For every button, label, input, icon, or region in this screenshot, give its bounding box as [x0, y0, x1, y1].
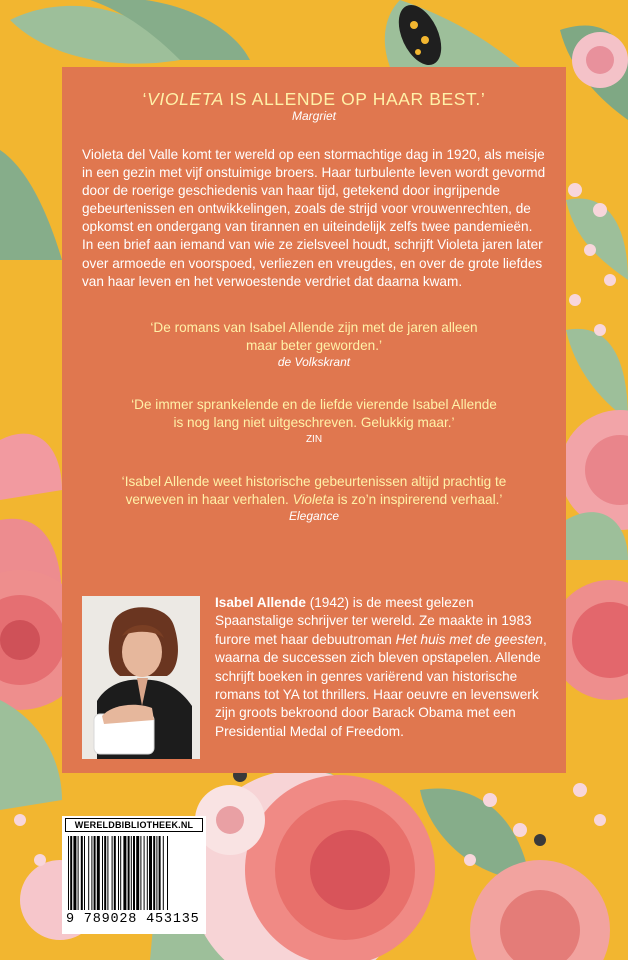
quote-3-text-a: verweven in haar verhalen. [125, 491, 293, 507]
quote-1-line-1: ‘De romans van Isabel Allende zijn met de jaren alleen [150, 319, 478, 335]
headline-title: VIOLETA [147, 89, 224, 109]
quote-3-line-2 [82, 491, 546, 509]
author-bio-part-2: , waarna de successen zich bleven opstapelen. Allende schrijft boeken in genres variërend van historische romans tot YA tot thrillers. Haar oeuvre en levenswerk zijn groots bekroond door Barack Obama met een Presidential Medal of Freedom. [215, 631, 547, 739]
barcode-bars [68, 836, 202, 910]
headline-source: Margriet [291, 109, 336, 123]
barcode-box [62, 816, 206, 934]
quote-3-title: Violeta [292, 491, 334, 507]
quote-3-text-c: is zo’n inspirerend verhaal.’ [333, 491, 503, 507]
isbn-number: 9 789028 453135 [66, 912, 200, 927]
headline-rest: IS ALLENDE OP HAAR BEST.’ [223, 89, 486, 109]
quote-3-source: Elegance [288, 508, 340, 523]
author-photo [82, 596, 200, 759]
author-bio [215, 594, 550, 741]
quote-2-line-1: ‘De immer sprankelende en de liefde vierende Isabel Allende [131, 396, 497, 412]
book-summary: Violeta del Valle komt ter wereld op een stormachtige dag in 1920, als meisje in een gezin met vijf onstuimige broers. Haar turbulente leven wordt gevormd door de roerige geschiedenis van haar tijd, getekend door ingrijpende gebeurtenissen en ontwikkelingen, zoals de strijd voor vrouwenrechten, de opkomst en ondergang van tirannen en uiteindelijk zelfs twee pandemieën. In een brief aan iemand van wie ze zielsveel houdt, schrijft Violeta jaren later over armoede en voorspoed, verliezen en vreugdes, en over de grote liefdes van haar leven en het verwoestende verdriet dat daarna kwam. [82, 147, 546, 289]
quote-1-source: de Volkskrant [277, 354, 351, 369]
author-name: Isabel Allende [215, 595, 306, 610]
open-quote: ‘ [142, 89, 148, 109]
quote-3-line-1: ‘Isabel Allende weet historische gebeurtenissen altijd prachtig te [121, 473, 507, 489]
review-quote-2 [82, 396, 546, 447]
back-cover-panel [62, 67, 566, 773]
debut-title: Het huis met de geesten [395, 631, 543, 647]
author-section [82, 596, 546, 766]
flower-top-right [572, 32, 628, 88]
review-quote-1 [82, 319, 546, 370]
publisher-url: WERELDBIBLIOTHEEK.NL [65, 818, 203, 832]
quote-1-line-2: maar beter geworden.’ [245, 337, 382, 353]
author-bio-part-1: (1942) is de meest gelezen Spaanstalige schrijver ter wereld. Ze maakte in 1983 furore met haar debuutroman [215, 595, 532, 647]
headline-quote [82, 89, 546, 109]
quote-2-line-2: is nog lang niet uitgeschreven. Gelukkig maar.’ [173, 414, 455, 430]
review-quote-3 [82, 473, 546, 524]
quote-2-source: ZIN [305, 433, 323, 445]
